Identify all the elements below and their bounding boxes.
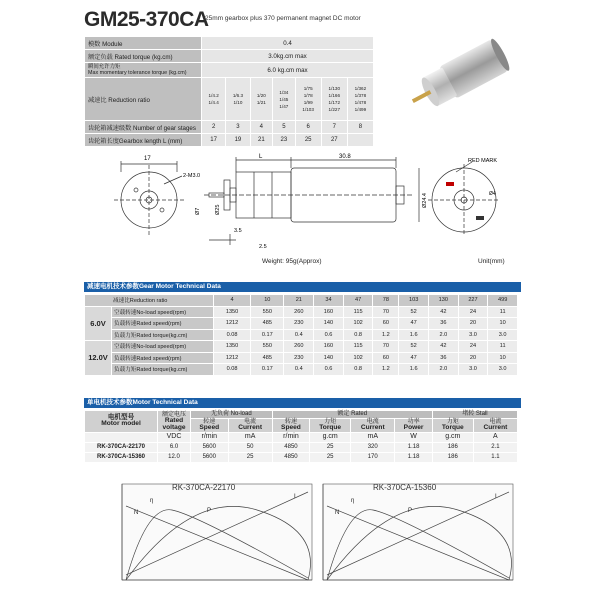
motor-col-en: Current (360, 424, 385, 431)
ratio-value: 1/4.2 (208, 93, 219, 98)
gear-value-cell: 230 (284, 352, 314, 364)
motor-col-header (272, 418, 310, 432)
gear-value-cell: 0.6 (314, 364, 344, 376)
noload-group-header: 无负荷 No-load (191, 411, 273, 419)
gear-row-label: 空载转速No-load speed(rpm) (112, 341, 214, 353)
motor-row (85, 442, 518, 452)
gear-row-label: 负载转速Rated speed(rpm) (112, 318, 214, 330)
gear-value-cell: 11 (488, 306, 518, 318)
motor-unit-cell: mA (351, 432, 395, 442)
gear-value-cell: 0.08 (214, 364, 251, 376)
gear-table-body (85, 306, 518, 375)
gear-value-cell: 70 (373, 341, 399, 353)
ratio-value: 1/99 (303, 100, 313, 105)
max-torque-label (85, 63, 202, 78)
max-torque-row (85, 63, 374, 78)
gear-value-cell: 1350 (214, 341, 251, 353)
ratio-value: 1/34 (279, 89, 289, 95)
ratio-value: 1/10 (233, 100, 243, 105)
motor-col-en: Speed (281, 424, 301, 431)
curve-label: η (351, 498, 355, 504)
ratio-value: 1/172 (328, 100, 341, 105)
motor-photo (400, 20, 520, 130)
dim-l: L (259, 154, 263, 160)
rated-voltage-en: Rated voltage (162, 417, 186, 431)
curve-title: RK-370CA-22170 (172, 483, 236, 492)
gear-value-cell: 3.0 (458, 364, 488, 376)
dim-d4: Ø4 (489, 191, 496, 197)
dim-m3: 2-M3.0 (183, 173, 201, 179)
gear-ratio-cell: 21 (284, 295, 314, 307)
ratio-value: 1/227 (328, 107, 341, 112)
motor-value-cell: 320 (351, 442, 395, 452)
motor-value-cell: 50 (228, 442, 272, 452)
gear-value-cell: 1212 (214, 318, 251, 330)
length-cell: 23 (273, 134, 296, 147)
motor-value-cell: 5600 (191, 442, 229, 452)
gear-ratio-cell: 34 (314, 295, 344, 307)
motor-value-cell: 186 (432, 452, 473, 462)
motor-col-cn: 电流 (244, 418, 257, 425)
motor-unit-cell: g.cm (432, 432, 473, 442)
gear-ratio-cell: 499 (488, 295, 518, 307)
gear-value-cell: 0.17 (251, 329, 284, 341)
stages-label: 齿轮箱减速级数 Number of gear stages (85, 121, 202, 134)
dim-d24-4: Ø24.4 (422, 193, 428, 208)
rated-group-header: 额定 Rated (272, 411, 432, 419)
ratio-value: 1/4.4 (208, 100, 219, 105)
gear-value-cell: 36 (429, 352, 459, 364)
motor-value-cell: 12.0 (158, 452, 191, 462)
gear-row (85, 318, 518, 330)
ratio-value: 1/45 (279, 96, 289, 102)
ratio-value: 1/75 (303, 86, 313, 91)
ratio-value: 1/166 (328, 93, 341, 98)
dim-30-8: 30.8 (339, 154, 351, 160)
ratio-col-2 (254, 93, 270, 105)
motor-unit-cell: mA (228, 432, 272, 442)
ratio-value: 1/21 (256, 100, 266, 105)
motor-value-cell: 25 (310, 442, 351, 452)
motor-model-cn: 电机型号 (107, 413, 135, 421)
stage-cell: 7 (321, 121, 347, 134)
gear-value-cell: 2.0 (429, 329, 459, 341)
length-cell: 25 (295, 134, 321, 147)
voltage-cell: 12.0V (85, 341, 112, 376)
gear-value-cell: 0.17 (251, 364, 284, 376)
motor-col-en: Current (238, 424, 263, 431)
max-torque-label-cn: 瞬间允许力矩 (88, 64, 121, 70)
motor-col-header (432, 418, 473, 432)
gear-value-cell: 260 (284, 341, 314, 353)
gear-ratio-cell: 78 (373, 295, 399, 307)
motor-row (85, 452, 518, 462)
gear-value-cell: 24 (458, 341, 488, 353)
rated-torque-label: 额定负载 Rated torque (kg.cm) (85, 50, 202, 63)
gear-value-cell: 1.2 (373, 329, 399, 341)
ratio-col-1 (229, 93, 246, 105)
gear-value-cell: 0.08 (214, 329, 251, 341)
gear-value-cell: 20 (458, 318, 488, 330)
motor-col-en: Current (483, 424, 508, 431)
ratio-cell (321, 78, 347, 121)
length-label: 齿轮箱长度Gearbox length L (mm) (85, 134, 202, 147)
stall-group-header: 堵转 Stall (432, 411, 517, 419)
motor-value-cell: 2.1 (473, 442, 517, 452)
gear-value-cell: 24 (458, 306, 488, 318)
dim-3-5: 3.5 (234, 228, 242, 234)
ratio-cell (226, 78, 250, 121)
stages-row (85, 121, 374, 134)
gear-motor-table (84, 294, 518, 376)
performance-curve-2 (313, 480, 523, 590)
motor-col-cn: 电流 (366, 418, 379, 425)
gear-value-cell: 1.2 (373, 364, 399, 376)
length-row (85, 134, 374, 147)
gear-value-cell: 2.0 (429, 364, 459, 376)
motor-unit-cell: A (473, 432, 517, 442)
gear-value-cell: 140 (314, 352, 344, 364)
motor-table (84, 410, 518, 463)
rated-voltage-cn: 额定电压 (161, 411, 186, 418)
ratio-value: 1/103 (302, 107, 314, 112)
performance-curve-1 (112, 480, 322, 590)
gear-row-label: 负载力矩Rated torque(kg.cm) (112, 329, 214, 341)
gear-value-cell: 260 (284, 306, 314, 318)
curve-label: I (495, 494, 497, 500)
ratio-value: 1/130 (328, 86, 341, 91)
gear-value-cell: 1212 (214, 352, 251, 364)
motor-model-en: Motor model (101, 420, 141, 428)
gear-value-cell: 52 (399, 341, 429, 353)
length-cell: 27 (321, 134, 347, 147)
dim-d25: Ø25 (215, 204, 221, 215)
motor-model-cell: RK-370CA-22170 (85, 442, 158, 452)
rated-torque-row (85, 50, 374, 63)
dimension-drawing (84, 150, 514, 275)
gear-row (85, 329, 518, 341)
motor-col-en: Speed (199, 424, 220, 431)
ratio-row (85, 78, 374, 121)
curve-title: RK-370CA-15360 (373, 483, 437, 492)
motor-col-cn: 转速 (203, 418, 216, 425)
gear-ratio-cell: 10 (251, 295, 284, 307)
motor-unit-cell: W (395, 432, 433, 442)
gear-row (85, 364, 518, 376)
motor-model-cell: RK-370CA-15360 (85, 452, 158, 462)
gear-value-cell: 140 (314, 318, 344, 330)
gear-value-cell: 1.6 (399, 329, 429, 341)
dim-17: 17 (144, 156, 151, 162)
dim-2-5: 2.5 (259, 244, 267, 250)
motor-value-cell: 1.1 (473, 452, 517, 462)
gear-value-cell: 102 (343, 318, 373, 330)
motor-col-cn: 转速 (284, 418, 297, 425)
gear-ratio-row (85, 295, 518, 307)
motor-value-cell: 6.0 (158, 442, 191, 452)
unit-note: Unit(mm) (478, 258, 505, 265)
ratio-value: 1/6.3 (232, 93, 244, 98)
ratio-cell (295, 78, 321, 121)
ratio-label: 减速比 Reduction ratio (85, 78, 202, 121)
gear-value-cell: 550 (251, 306, 284, 318)
stage-cell: 6 (295, 121, 321, 134)
product-title: GM25-370CA (84, 8, 209, 31)
motor-table-body (85, 442, 518, 462)
ratio-value: 1/378 (354, 93, 367, 98)
motor-col-en: Torque (441, 424, 464, 431)
ratio-cell (273, 78, 296, 121)
gear-value-cell: 52 (399, 306, 429, 318)
motor-unit-cell: g.cm (310, 432, 351, 442)
max-torque-label-en: Max momentary tolerance torque (kg.cm) (88, 70, 187, 76)
motor-unit-cell: r/min (272, 432, 310, 442)
terminal-mark (476, 216, 484, 220)
motor-col-en: Torque (319, 424, 342, 431)
gear-value-cell: 0.6 (314, 329, 344, 341)
motor-col-cn: 电流 (489, 418, 502, 425)
gear-ratio-label: 减速比Reduction ratio (85, 295, 214, 307)
ratio-cell (250, 78, 273, 121)
motor-group-row (85, 411, 518, 419)
motor-value-cell: 186 (432, 442, 473, 452)
rated-voltage-header (158, 411, 191, 433)
stage-cell: 4 (250, 121, 273, 134)
motor-col-header (473, 418, 517, 432)
gear-value-cell: 60 (373, 318, 399, 330)
ratio-value: 1/499 (354, 107, 367, 112)
ratio-cell (347, 78, 373, 121)
voltage-cell: 6.0V (85, 306, 112, 341)
gear-value-cell: 485 (251, 318, 284, 330)
motor-col-cn: 力矩 (446, 418, 459, 425)
curve-label: η (150, 498, 154, 504)
dim-d7: Ø7 (195, 207, 201, 215)
gear-value-cell: 70 (373, 306, 399, 318)
gear-value-cell: 230 (284, 318, 314, 330)
motor-col-header (191, 418, 229, 432)
stage-cell: 3 (226, 121, 250, 134)
gear-value-cell: 47 (399, 318, 429, 330)
gear-ratio-cell: 103 (399, 295, 429, 307)
stage-cell: 8 (347, 121, 373, 134)
gear-row (85, 352, 518, 364)
gear-value-cell: 102 (343, 352, 373, 364)
red-mark-indicator (446, 182, 454, 186)
gear-value-cell: 60 (373, 352, 399, 364)
gear-value-cell: 485 (251, 352, 284, 364)
gear-section-header: 减速电机技术参数Gear Motor Technical Data (84, 282, 521, 292)
ratio-col-3 (276, 90, 292, 109)
gear-ratio-cell: 4 (214, 295, 251, 307)
motor-value-cell: 4850 (272, 452, 310, 462)
gear-row-label: 空载转速No-load speed(rpm) (112, 306, 214, 318)
length-cell: 17 (202, 134, 226, 147)
gear-ratio-cell: 130 (429, 295, 459, 307)
curve-label: N (335, 510, 340, 516)
stage-cell: 2 (202, 121, 226, 134)
gear-value-cell: 3.0 (458, 329, 488, 341)
gear-value-cell: 3.0 (488, 364, 518, 376)
gear-value-cell: 10 (488, 352, 518, 364)
gear-value-cell: 115 (343, 341, 373, 353)
gear-value-cell: 0.8 (343, 329, 373, 341)
ratio-value: 1/362 (354, 86, 367, 91)
length-cell: 19 (226, 134, 250, 147)
motor-value-cell: 25 (228, 452, 272, 462)
gear-value-cell: 160 (314, 306, 344, 318)
length-cell (347, 134, 373, 147)
motor-col-header (395, 418, 433, 432)
motor-col-header (228, 418, 272, 432)
module-value: 0.4 (202, 37, 374, 50)
ratio-value: 1/78 (303, 93, 313, 98)
motor-value-cell: 25 (310, 452, 351, 462)
curve-label: I (294, 494, 296, 500)
gear-ratio-cell: 47 (343, 295, 373, 307)
ratio-value: 1/478 (354, 100, 367, 105)
gear-value-cell: 47 (399, 352, 429, 364)
ratio-col-5 (325, 86, 344, 112)
ratio-col-0 (205, 93, 222, 105)
motor-model-header (85, 411, 158, 433)
motor-unit-blank (85, 432, 158, 442)
spec-table (84, 36, 374, 147)
module-row (85, 37, 374, 50)
gear-value-cell: 1.6 (399, 364, 429, 376)
ratio-value: 1/47 (279, 103, 289, 109)
curve-label: N (134, 510, 139, 516)
gear-value-cell: 10 (488, 318, 518, 330)
gear-row-label: 负载力矩Rated torque(kg.cm) (112, 364, 214, 376)
motor-value-cell: 4850 (272, 442, 310, 452)
ratio-value: 1/20 (256, 93, 266, 98)
motor-section-header: 单电机技术参数Motor Technical Data (84, 398, 521, 408)
motor-unit-cell: VDC (158, 432, 191, 442)
stage-cell: 5 (273, 121, 296, 134)
motor-col-cn: 力矩 (324, 418, 337, 425)
motor-value-cell: 1.18 (395, 452, 433, 462)
motor-col-header (351, 418, 395, 432)
motor-value-cell: 5600 (191, 452, 229, 462)
gear-value-cell: 115 (343, 306, 373, 318)
curve-label: P (408, 508, 413, 514)
gear-value-cell: 11 (488, 341, 518, 353)
motor-value-cell: 1.18 (395, 442, 433, 452)
motor-unit-cell: r/min (191, 432, 229, 442)
gear-row-label: 负载转速Rated speed(rpm) (112, 352, 214, 364)
gear-value-cell: 1350 (214, 306, 251, 318)
length-cell: 21 (250, 134, 273, 147)
module-label: 模数 Module (85, 37, 202, 50)
gear-row (85, 341, 518, 353)
motor-value-cell: 170 (351, 452, 395, 462)
ratio-col-4 (299, 86, 318, 112)
motor-unit-row (85, 432, 518, 442)
ratio-col-6 (351, 86, 370, 112)
curve-label: P (207, 508, 212, 514)
product-subtitle: 25mm gearbox plus 370 permanent magnet DC motor (205, 15, 361, 22)
gear-value-cell: 160 (314, 341, 344, 353)
motor-col-en: Power (403, 424, 424, 431)
gear-value-cell: 3.0 (488, 329, 518, 341)
max-torque-value: 6.0 kg.cm max (202, 63, 374, 78)
gear-value-cell: 36 (429, 318, 459, 330)
gear-value-cell: 20 (458, 352, 488, 364)
gear-value-cell: 42 (429, 341, 459, 353)
motor-col-header (310, 418, 351, 432)
gear-ratio-cell: 227 (458, 295, 488, 307)
gear-value-cell: 0.4 (284, 364, 314, 376)
gear-value-cell: 0.4 (284, 329, 314, 341)
weight-note: Weight: 95g(Approx) (262, 258, 322, 265)
motor-col-cn: 功率 (407, 418, 420, 425)
rated-torque-value: 3.0kg.cm max (202, 50, 374, 63)
gear-value-cell: 550 (251, 341, 284, 353)
red-mark-label: RED MARK (468, 158, 498, 164)
gear-row (85, 306, 518, 318)
ratio-cell (202, 78, 226, 121)
gear-value-cell: 0.8 (343, 364, 373, 376)
gear-value-cell: 42 (429, 306, 459, 318)
